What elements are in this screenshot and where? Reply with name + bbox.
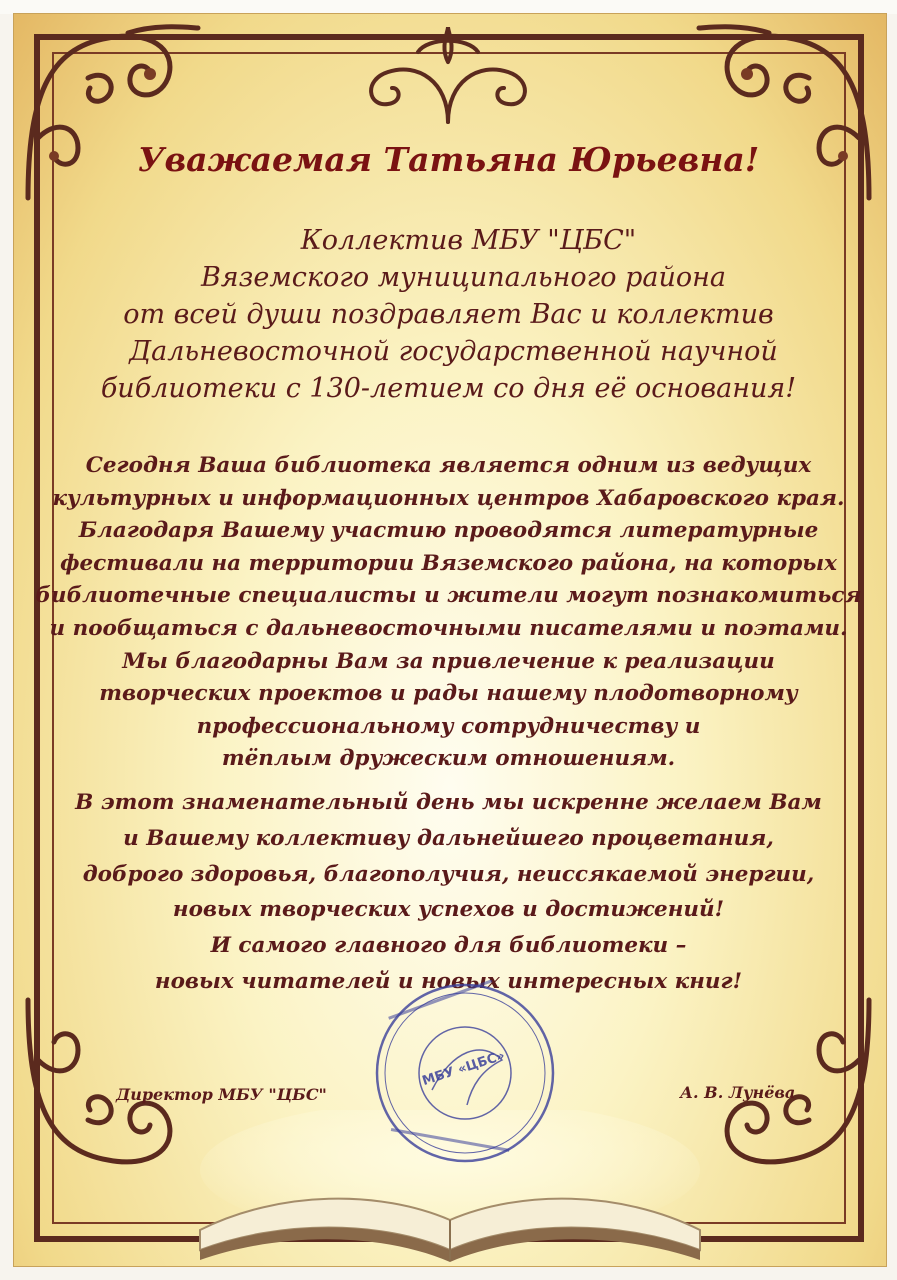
body-line: новых творческих успехов и достижений! [172,897,725,923]
signature-name: А. В. Лунёва [680,1083,796,1102]
body-line: и Вашему коллективу дальнейшего процветания, [123,825,774,851]
corner-ornament-icon [18,18,208,208]
body-line: И самого главного для библиотеки – [210,933,687,959]
official-stamp-icon [372,980,558,1166]
body-line: и пообщаться с дальневосточными писателями и поэтами. [49,615,848,641]
body-line: Мы благодарны Вам за привлечение к реализации [122,648,775,674]
top-scroll-ornament-icon [348,22,548,132]
intro-line: Коллектив МБУ "ЦБС" [300,225,637,256]
intro-paragraph [0,222,897,407]
body-line: культурных и информационных центров Хабаровского края. [52,485,845,511]
intro-line: Дальневосточной государственной научной [129,336,778,367]
body-line: новых читателей и новых интересных книг! [154,968,743,994]
body-line: Благодаря Вашему участию проводятся литературные [78,518,819,544]
intro-line: от всей души поздравляет Вас и коллектив [123,299,774,330]
body-line: фестивали на территории Вяземского района, на которых [60,550,837,576]
body-line: профессиональному сотрудничеству и [196,713,701,739]
body-line: тёплым дружеским отношениям. [221,746,676,772]
scan-margin [0,0,897,14]
body-line: В этот знаменательный день мы искренне желаем Вам [75,790,822,815]
signature-title: Директор МБУ "ЦБС" [116,1085,327,1104]
body-line: Сегодня Ваша библиотека является одним из ведущих [85,453,812,478]
intro-line: Вяземского муниципального района [200,262,727,293]
intro-line: библиотеки с 130-летием со дня её основания! [100,373,797,404]
body-line: доброго здоровья, благополучия, неиссякаемой энергии, [82,861,815,887]
corner-ornament-icon [689,18,879,208]
body-paragraph-2 [0,785,897,1000]
body-paragraph-1 [0,450,897,776]
body-line: творческих проектов и рады нашему плодотворному [99,681,798,707]
stamp-center-text: МБУ «ЦБС» [420,1048,507,1090]
body-line: библиотечные специалисты и жители могут познакомиться [35,583,862,609]
salutation-heading: Уважаемая Татьяна Юрьевна! [137,140,760,179]
